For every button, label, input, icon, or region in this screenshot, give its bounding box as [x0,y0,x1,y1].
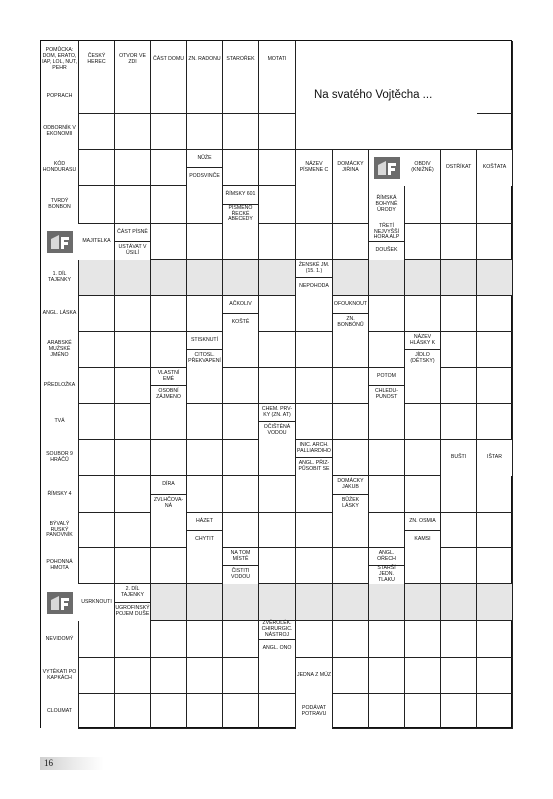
grid-cell[interactable] [259,186,296,224]
grid-cell[interactable] [369,260,405,296]
inner-clue: VLASTNÍ EMÉ [151,368,187,386]
grid-cell[interactable] [187,79,223,114]
header-clue: OTVOR VE ZDI [115,41,151,79]
grid-cell[interactable] [187,114,223,150]
grid-cell[interactable] [151,621,187,658]
row-label-clue: ARABSKÉ MUŽSKÉ JMÉNO [41,332,79,368]
grid-cell[interactable] [259,548,296,584]
grid-cell[interactable] [477,224,513,260]
grid-cell[interactable] [296,548,333,584]
grid-cell[interactable] [151,150,187,186]
grid-cell[interactable] [333,224,369,260]
grid-cell[interactable] [369,404,405,440]
inner-clue: MAJITELKA [79,224,115,260]
grid-cell[interactable] [223,368,259,404]
grid-cell[interactable] [115,694,151,729]
header-clue: ČESKÝ HEREC [79,41,115,79]
page-number-tab [40,757,104,770]
grid-cell[interactable] [405,621,441,658]
grid-cell[interactable] [369,621,405,658]
grid-cell[interactable] [477,694,513,729]
inner-clue: OSOBNÍ ZÁJMENO [151,386,187,404]
inner-clue: JÍDLO (DĚTSKY) [405,350,441,368]
grid-cell[interactable] [79,404,115,440]
grid-cell[interactable] [79,79,115,114]
inner-clue: OFOUKNOUT [333,296,369,314]
grid-cell[interactable] [296,186,333,224]
grid-cell[interactable] [441,186,477,224]
grid-cell[interactable] [223,440,259,476]
grid-cell[interactable] [405,186,441,224]
inner-clue: TŘETÍ NEJVYŠŠÍ HORA ALP [369,224,405,242]
grid-cell[interactable] [441,548,477,584]
grid-cell[interactable] [223,404,259,440]
grid-cell[interactable] [259,440,296,476]
grid-cell[interactable] [187,694,223,729]
inner-clue: JEDNA Z MÚZ [296,658,333,694]
inner-clue: ŘÍMSKY 601 [223,186,259,205]
grid-cell[interactable] [369,296,405,332]
grid-cell[interactable] [441,332,477,368]
grid-cell[interactable] [441,476,477,513]
grid-cell[interactable] [151,404,187,440]
inner-clue: 2. DÍL TAJENKY [115,584,151,603]
inner-clue: NA TOM MÍSTĚ [223,548,259,566]
grid-cell[interactable] [151,224,187,260]
grid-cell[interactable] [79,296,115,332]
grid-cell[interactable] [187,296,223,332]
grid-cell[interactable] [333,368,369,404]
grid-cell[interactable] [259,332,296,368]
grid-cell[interactable] [187,658,223,694]
inner-clue: CHYTIT [187,531,223,548]
grid-cell[interactable] [333,621,369,658]
grid-cell[interactable] [187,404,223,440]
grid-cell[interactable] [115,476,151,513]
grid-cell[interactable] [151,296,187,332]
grid-cell[interactable] [151,548,187,584]
grid-cell[interactable] [79,621,115,658]
grid-cell[interactable] [369,440,405,476]
grid-cell[interactable] [296,224,333,260]
inner-clue: POTOM [369,368,405,386]
grid-cell[interactable] [441,513,477,548]
grid-cell[interactable] [187,368,223,404]
grid-cell[interactable] [259,694,296,729]
grid-cell[interactable] [187,440,223,476]
grid-cell[interactable] [333,548,369,584]
grid-cell[interactable] [115,114,151,150]
inner-clue: ŘÍMSKÁ BOHYNĚ ÚRODY [369,186,405,224]
grid-cell[interactable] [441,368,477,404]
grid-cell[interactable] [115,368,151,404]
grid-cell[interactable] [79,186,115,224]
grid-cell[interactable] [405,224,441,260]
grid-cell[interactable] [115,440,151,476]
grid-cell[interactable] [259,260,296,296]
inner-clue: CHEM. PRV- KY (ZN. AT) [259,404,296,422]
row-label-clue: ŘÍMSKY 4 [41,476,79,513]
grid-cell[interactable] [333,404,369,440]
grid-cell[interactable] [79,114,115,150]
header-clue: ZN. RADONU [187,41,223,79]
grid-cell[interactable] [223,224,259,260]
grid-cell[interactable] [441,260,477,296]
grid-cell[interactable] [115,513,151,548]
grid-cell[interactable] [115,548,151,584]
grid-cell[interactable] [477,296,513,332]
grid-cell[interactable] [369,332,405,368]
inner-clue: PODÁVAT POTRAVU [296,694,333,729]
inner-clue: ANGL. OŘECH [369,548,405,566]
grid-cell[interactable] [441,404,477,440]
grid-cell[interactable] [115,150,151,186]
grid-cell[interactable] [296,404,333,440]
grid-logo-icon [41,584,79,621]
grid-cell[interactable] [477,658,513,694]
grid-cell[interactable] [151,440,187,476]
inner-clue: OČIŠTĚNÁ VODOU [259,422,296,440]
grid-cell[interactable] [477,186,513,224]
grid-cell[interactable] [115,332,151,368]
grid-cell[interactable] [151,79,187,114]
grid-cell[interactable] [369,513,405,548]
inner-clue: STARŠÍ JEDN. TLAKU [369,566,405,584]
grid-cell[interactable] [441,584,477,621]
grid-cell[interactable] [296,476,333,513]
inner-clue: ZVĚROLÉK. CHIRURGIC. NÁSTROJ [259,621,296,640]
grid-cell[interactable] [333,584,369,621]
grid-cell[interactable] [115,404,151,440]
inner-clue: KOŠTĚ [223,314,259,332]
inner-clue: BŮŽEK LÁSKY [333,495,369,513]
grid-cell[interactable] [477,548,513,584]
inner-clue: DÍRA [151,476,187,495]
grid-cell[interactable] [296,621,333,658]
inner-clue: DOUŠEK [369,242,405,260]
grid-cell[interactable] [333,186,369,224]
grid-cell[interactable] [477,513,513,548]
grid-cell[interactable] [405,476,441,513]
grid-cell[interactable] [259,584,296,621]
crossword-grid [40,40,512,728]
grid-cell[interactable] [333,513,369,548]
grid-cell[interactable] [477,476,513,513]
header-clue: MOTATI [259,41,296,79]
grid-cell[interactable] [477,260,513,296]
inner-clue: OBDIV (KNIŽNĚ) [405,150,441,186]
grid-cell[interactable] [333,694,369,729]
grid-cell[interactable] [296,584,333,621]
grid-cell[interactable] [115,621,151,658]
grid-cell[interactable] [223,332,259,368]
inner-clue: PODSVINČE [187,168,223,186]
row-label-clue: POPRACH [41,79,79,114]
row-label-clue: NEVIDOMÝ [41,621,79,658]
inner-clue: IŠTAR [477,440,513,476]
grid-cell[interactable] [223,621,259,658]
grid-cell[interactable] [151,513,187,548]
grid-cell[interactable] [259,368,296,404]
grid-cell[interactable] [369,694,405,729]
grid-cell[interactable] [151,332,187,368]
grid-cell[interactable] [369,476,405,513]
grid-cell[interactable] [79,260,115,296]
grid-cell[interactable] [151,114,187,150]
inner-clue: NÁZEV HLÁSKY K [405,332,441,350]
inner-clue: CITOSL. PŘEKVAPENÍ [187,350,223,368]
grid-cell[interactable] [79,694,115,729]
grid-cell[interactable] [79,368,115,404]
grid-cell[interactable] [441,694,477,729]
grid-cell[interactable] [79,513,115,548]
inner-clue: ANGL. PŘIZ- PŮSOBIT SE [296,458,333,476]
row-label-clue: ODBORNÍK V EKONOMII [41,114,79,150]
row-label-clue: TVÁ [41,404,79,440]
grid-cell[interactable] [333,260,369,296]
grid-cell[interactable] [441,224,477,260]
inner-clue: ČÁST PÍSNĚ [115,224,151,242]
grid-cell[interactable] [115,79,151,114]
grid-cell[interactable] [223,694,259,729]
inner-clue: PÍSMENO ŘECKÉ ABECEDY [223,205,259,224]
row-label-clue: ANGL. LÁSKA [41,296,79,332]
grid-cell[interactable] [151,658,187,694]
grid-cell[interactable] [259,224,296,260]
inner-clue: ANGL. ONO [259,640,296,658]
row-label-clue: POHONNÁ HMOTA [41,548,79,584]
grid-cell[interactable] [296,332,333,368]
grid-cell[interactable] [223,114,259,150]
grid-cell[interactable] [115,260,151,296]
grid-cell[interactable] [477,368,513,404]
row-label-clue: PŘEDLOŽKA [41,368,79,404]
header-clue: STAROŘEK [223,41,259,79]
grid-cell[interactable] [259,114,296,150]
grid-cell[interactable] [187,621,223,658]
grid-cell[interactable] [441,621,477,658]
header-clue: ČÁST DOMU [151,41,187,79]
grid-cell[interactable] [187,224,223,260]
grid-cell[interactable] [79,658,115,694]
grid-cell[interactable] [151,694,187,729]
grid-cell[interactable] [259,296,296,332]
inner-clue: BUŠTI [441,440,477,476]
grid-cell[interactable] [405,584,441,621]
grid-cell[interactable] [151,186,187,224]
inner-clue: ZN. BONBÓNŮ [333,314,369,332]
inner-clue: OSTŘÍKAT [441,150,477,186]
grid-cell[interactable] [259,150,296,186]
grid-cell[interactable] [115,658,151,694]
grid-cell[interactable] [79,440,115,476]
row-label-clue: VYTĚKATI PO KAPKÁCH [41,658,79,694]
grid-cell[interactable] [259,476,296,513]
header-blank [296,41,513,79]
inner-clue: INIC. ARCH. PALLIARDIHO [296,440,333,458]
grid-cell[interactable] [405,548,441,584]
row-label-clue: TVRDÝ BONBON [41,186,79,224]
grid-cell[interactable] [441,296,477,332]
grid-cell[interactable] [223,260,259,296]
puzzle-title: Na svatého Vojtěcha ... [314,89,433,101]
grid-cell[interactable] [223,150,259,186]
grid-cell[interactable] [223,513,259,548]
grid-cell[interactable] [79,476,115,513]
grid-cell[interactable] [405,296,441,332]
inner-clue: ČISTITI VODOU [223,566,259,584]
grid-cell[interactable] [405,694,441,729]
grid-cell[interactable] [296,513,333,548]
grid-cell[interactable] [79,332,115,368]
inner-clue: KAMSI [405,531,441,548]
inner-clue: UGROFINSKÝ POJEM DUŠE [115,603,151,621]
row-label-clue: SOUBOR 9 HRÁČŮ [41,440,79,476]
inner-clue: ZVLHČOVA- NÁ [151,495,187,513]
grid-cell[interactable] [187,548,223,584]
grid-cell[interactable] [477,621,513,658]
inner-clue: DOMÁCKY JIŘINA [333,150,369,186]
grid-cell[interactable] [151,584,187,621]
grid-cell[interactable] [79,548,115,584]
grid-cell[interactable] [187,186,223,224]
inner-clue: NŮŽE [187,150,223,168]
grid-cell[interactable] [405,658,441,694]
grid-logo-icon [369,150,405,186]
grid-cell[interactable] [115,186,151,224]
grid-cell[interactable] [187,584,223,621]
grid-cell[interactable] [296,296,333,332]
grid-cell[interactable] [223,476,259,513]
row-label-clue: KÓD HONDURASU [41,150,79,186]
row-label-clue: BÝVALÝ RUSKÝ PANOVNÍK [41,513,79,548]
page-number: 16 [44,758,53,768]
inner-clue: HÁZET [187,513,223,531]
grid-cell[interactable] [441,658,477,694]
grid-cell[interactable] [405,368,441,404]
inner-clue: STISKNUTÍ [187,332,223,350]
inner-clue: USTÁVAT V ÚSILÍ [115,242,151,260]
grid-cell[interactable] [259,658,296,694]
grid-logo-icon [41,224,79,260]
grid-cell[interactable] [259,513,296,548]
inner-clue: NEPOHODA [296,278,333,296]
grid-cell[interactable] [333,440,369,476]
row-label-clue: CLOUMAT [41,694,79,729]
grid-cell[interactable] [187,476,223,513]
grid-cell[interactable] [151,260,187,296]
header-clue: POMŮCKA: DOM, ERATO, IAP, LOL, NUT, PEHR [41,41,79,79]
grid-cell[interactable] [405,260,441,296]
grid-cell[interactable] [405,440,441,476]
inner-clue: KOŠŤATA [477,150,513,186]
inner-clue: ŽENSKÉ JM. (15. 1.) [296,260,333,278]
inner-clue: DOMÁCKY JAKUB [333,476,369,495]
grid-cell[interactable] [259,79,296,114]
inner-clue: NÁZEV PÍSMENE C [296,150,333,186]
inner-clue: CHLEDU- PUNOST [369,386,405,404]
grid-cell[interactable] [333,332,369,368]
grid-cell[interactable] [296,368,333,404]
row-label-clue: 1. DÍL TAJENKY [41,260,79,296]
inner-clue: AČKOLIV [223,296,259,314]
grid-cell[interactable] [477,332,513,368]
inner-clue: USRKNOUTI [79,584,115,621]
grid-cell[interactable] [187,260,223,296]
grid-cell[interactable] [223,658,259,694]
grid-cell[interactable] [223,584,259,621]
grid-cell[interactable] [223,79,259,114]
grid-cell[interactable] [477,584,513,621]
grid-cell[interactable] [79,150,115,186]
grid-cell[interactable] [369,584,405,621]
grid-cell[interactable] [333,658,369,694]
grid-cell[interactable] [115,296,151,332]
grid-cell[interactable] [405,404,441,440]
grid-cell[interactable] [369,658,405,694]
grid-cell[interactable] [477,404,513,440]
inner-clue: ZN. OSMIA [405,513,441,531]
